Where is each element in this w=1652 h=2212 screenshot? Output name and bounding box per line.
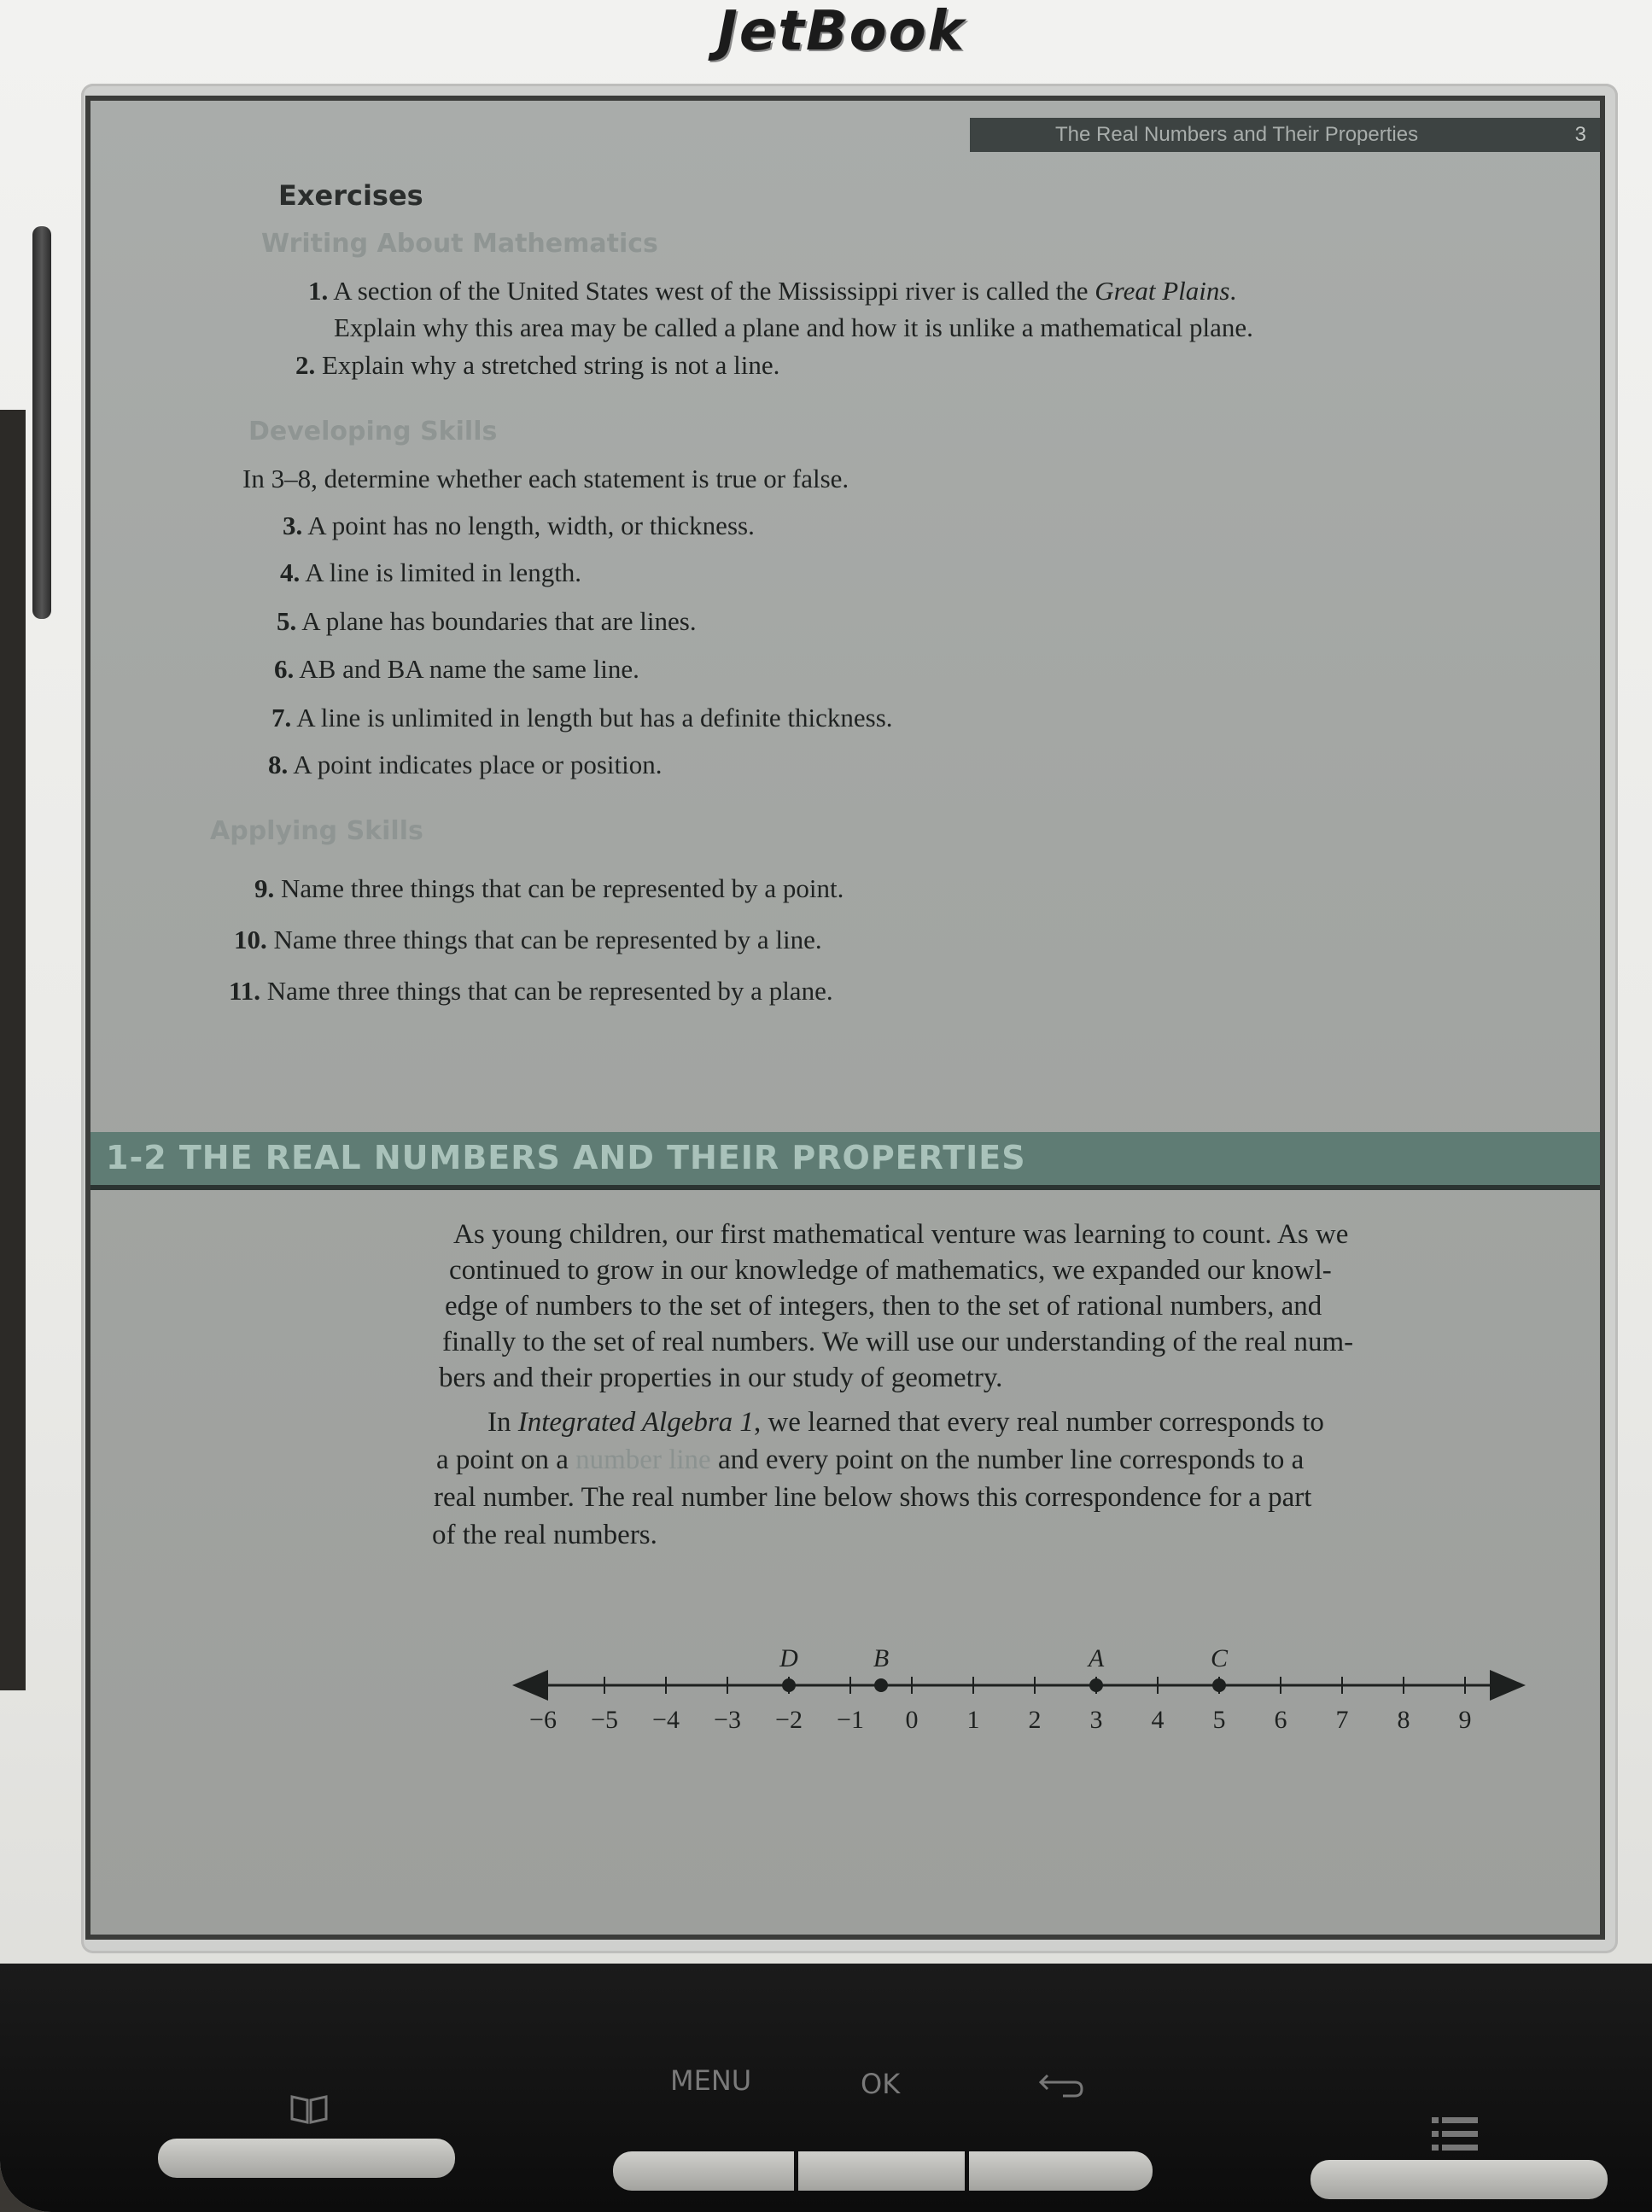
exercise-item-5: 5. A plane has boundaries that are lines.: [277, 606, 697, 636]
section-bar: [90, 1132, 1605, 1190]
exercise-item-4: 4. A line is limited in length.: [280, 557, 582, 587]
exercises-heading: Exercises: [278, 179, 423, 212]
exercise-item-2: 2. Explain why a stretched string is not a line.: [295, 350, 780, 380]
page-forward-button[interactable]: [1311, 2160, 1608, 2199]
number-line-point-label: D: [779, 1644, 798, 1672]
number-line-tick-label: 4: [1151, 1706, 1165, 1734]
number-line-point: [874, 1678, 888, 1692]
para1-line5: bers and their properties in our study of geometry.: [439, 1363, 1003, 1393]
number-line-tick-label: 0: [905, 1706, 919, 1734]
section-title: 1-2 THE REAL NUMBERS AND THEIR PROPERTIES: [106, 1139, 1026, 1176]
ok-label: OK: [861, 2068, 901, 2100]
developing-intro: In 3–8, determine whether each statement is true or false.: [242, 464, 849, 493]
menu-label: MENU: [670, 2064, 752, 2097]
number-line-point-label: B: [873, 1644, 890, 1672]
exercise-item-7: 7. A line is unlimited in length but has a definite thickness.: [271, 703, 893, 732]
number-line-tick-label: −1: [837, 1706, 864, 1734]
number-line: [505, 1620, 1572, 1757]
stylus: [32, 226, 51, 619]
ok-button[interactable]: [798, 2151, 965, 2191]
number-line-tick-label: −2: [775, 1706, 803, 1734]
exercise-item-11: 11. Name three things that can be represented by a plane.: [229, 976, 833, 1006]
number-line-tick-label: 5: [1212, 1706, 1226, 1734]
exercise-item-6: 6. AB and BA name the same line.: [274, 654, 639, 684]
menu-button[interactable]: [613, 2151, 794, 2191]
para2-line4: of the real numbers.: [432, 1520, 657, 1550]
number-line-point: [782, 1678, 796, 1692]
number-line-point-label: C: [1210, 1644, 1229, 1672]
exercise-item-8: 8. A point indicates place or position.: [268, 750, 663, 779]
number-line-tick-label: 9: [1458, 1706, 1472, 1734]
number-line-tick-label: −6: [529, 1706, 557, 1734]
number-line-tick-label: 6: [1274, 1706, 1287, 1734]
para2-line1: In Integrated Algebra 1, we learned that every real number corresponds to: [487, 1407, 1324, 1438]
para2-line3: real number. The real number line below shows this correspondence for a part: [434, 1482, 1312, 1513]
number-line-tick-label: 1: [966, 1706, 980, 1734]
number-line-tick-label: 8: [1397, 1706, 1410, 1734]
para1-line2: continued to grow in our knowledge of mathematics, we expanded our knowl-: [449, 1255, 1332, 1286]
exercise-item-1-cont: Explain why this area may be called a plane and how it is unlike a mathematical plane.: [334, 312, 1253, 342]
number-line-point: [1212, 1678, 1226, 1692]
applying-heading: Applying Skills: [210, 816, 423, 846]
number-line-point-label: A: [1088, 1644, 1105, 1672]
para2-line2: a point on a number line and every point on the number line corresponds to a: [436, 1445, 1305, 1475]
running-head-text: The Real Numbers and Their Properties: [1055, 123, 1419, 146]
number-line-tick-label: 3: [1089, 1706, 1103, 1734]
number-line-tick-label: −5: [591, 1706, 618, 1734]
developing-heading: Developing Skills: [248, 417, 498, 446]
para1-line4: finally to the set of real numbers. We will use our understanding of the real num-: [442, 1327, 1354, 1357]
number-line-tick-label: −3: [714, 1706, 741, 1734]
list-icon[interactable]: [1430, 2116, 1480, 2153]
ereader-screen: [85, 96, 1605, 1940]
number-line-point: [1089, 1678, 1103, 1692]
book-icon[interactable]: [289, 2092, 330, 2126]
number-line-tick-label: −4: [652, 1706, 680, 1734]
background-edge: [0, 410, 26, 1690]
exercise-item-10: 10. Name three things that can be represented by a line.: [234, 925, 822, 954]
page-number: 3: [1574, 123, 1586, 146]
return-button[interactable]: [969, 2151, 1153, 2191]
brand-logo: JetBook: [717, 0, 966, 63]
running-head: [970, 118, 1602, 152]
return-arrow-icon[interactable]: [1037, 2070, 1085, 2101]
number-line-tick-label: 7: [1335, 1706, 1349, 1734]
page-back-button[interactable]: [158, 2139, 455, 2178]
exercise-item-3: 3. A point has no length, width, or thickness.: [283, 511, 755, 540]
para1-line1: As young children, our first mathematical venture was learning to count. As we: [453, 1219, 1349, 1250]
exercise-item-1: 1. A section of the United States west of the Mississippi river is called the Great Plains.: [308, 276, 1237, 306]
para1-line3: edge of numbers to the set of integers, then to the set of rational numbers, and: [445, 1291, 1322, 1322]
exercise-item-9: 9. Name three things that can be represented by a point.: [254, 873, 844, 903]
writing-heading: Writing About Mathematics: [261, 229, 658, 259]
number-line-tick-label: 2: [1028, 1706, 1042, 1734]
